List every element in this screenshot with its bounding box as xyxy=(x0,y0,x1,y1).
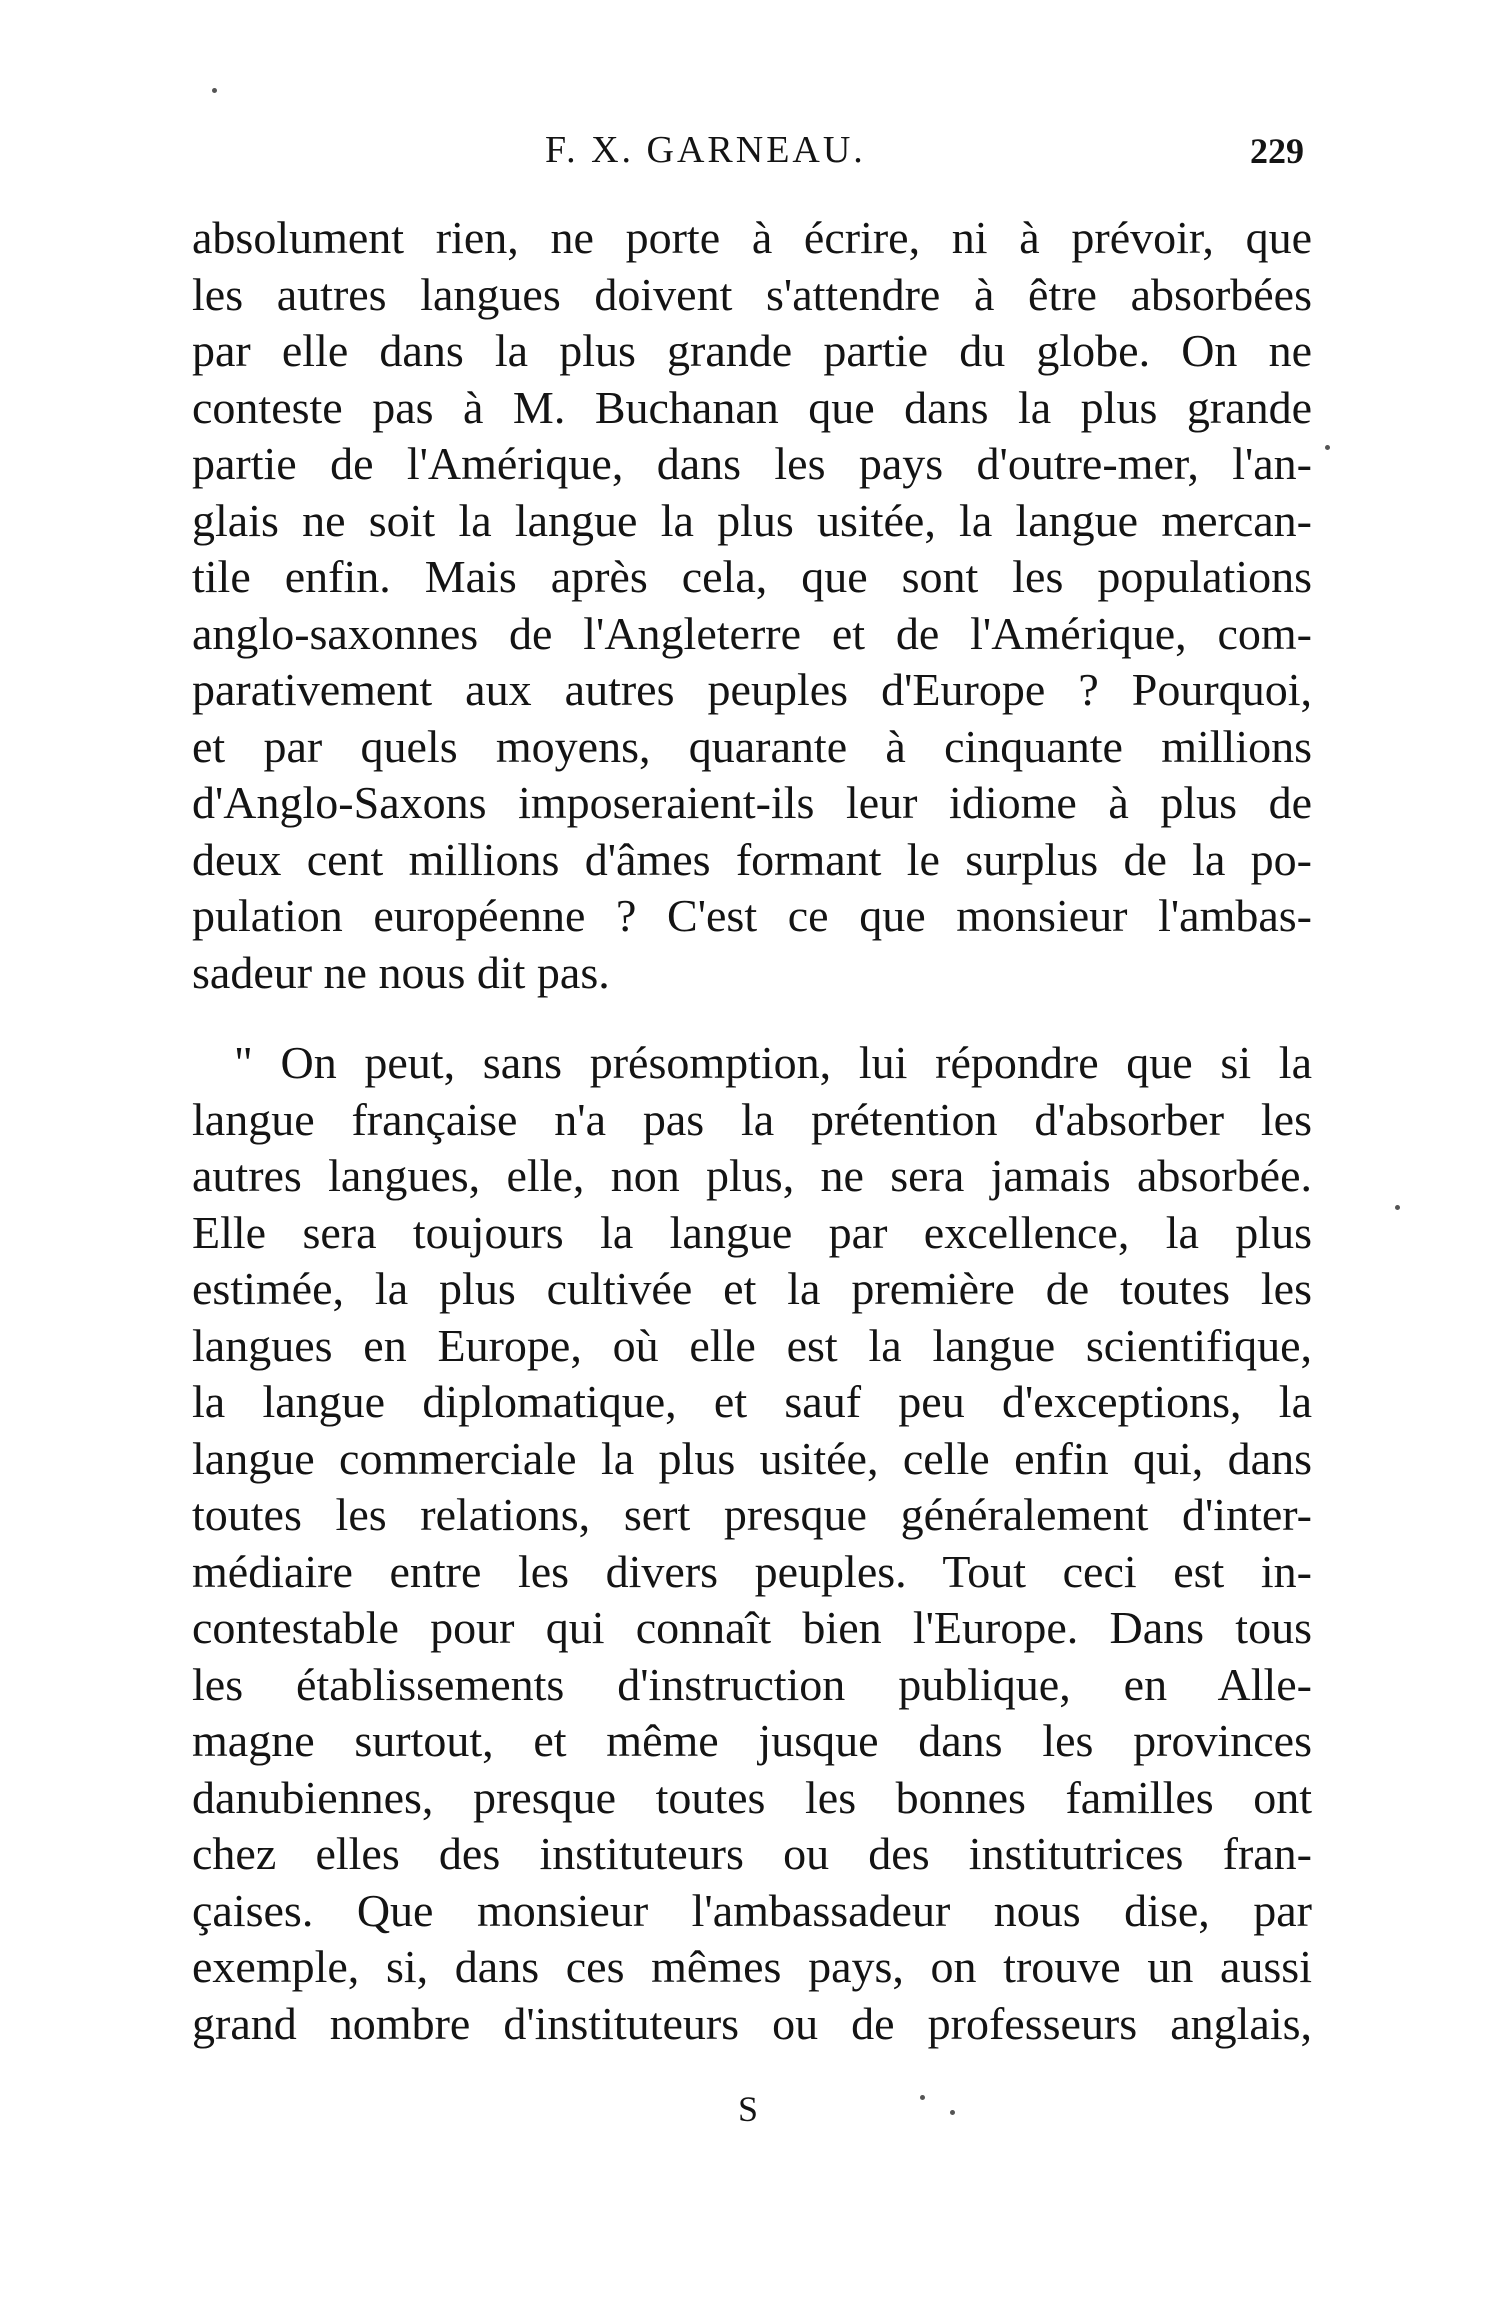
text-line: d'Anglo-Saxons imposeraient-ils leur idiome à plus de xyxy=(192,777,1312,828)
print-speck xyxy=(920,2095,925,2100)
text-line: les autres langues doivent s'attendre à être absorbées xyxy=(192,268,1312,320)
text-line: conteste pas à M. Buchanan que dans la plus grande xyxy=(192,381,1312,433)
text-line: les établissements d'instruction publique, en Alle- xyxy=(192,1658,1312,1710)
text-line: magne surtout, et même jusque dans les provinces xyxy=(192,1715,1312,1766)
text-line: exemple, si, dans ces mêmes pays, on trouve un aussi xyxy=(192,1941,1312,1992)
text-line: absolument rien, ne porte à écrire, ni à prévoir, que xyxy=(192,212,1312,263)
text-line: par elle dans la plus grande partie du globe. On ne xyxy=(192,325,1312,376)
text-line: langues en Europe, où elle est la langue scientifique, xyxy=(192,1319,1312,1371)
text-line: langue commerciale la plus usitée, celle enfin qui, dans xyxy=(192,1432,1312,1484)
text-line: chez elles des instituteurs ou des institutrices fran- xyxy=(192,1828,1312,1879)
text-line: pulation européenne ? C'est ce que monsieur l'ambas- xyxy=(192,890,1312,941)
print-speck xyxy=(1325,445,1330,450)
paragraph-2 xyxy=(192,1035,1312,2052)
text-line: langue française n'a pas la prétention d'absorber les xyxy=(192,1093,1312,1145)
running-title: F. X. GARNEAU. xyxy=(545,129,866,171)
print-speck xyxy=(950,2110,955,2115)
print-speck xyxy=(212,88,217,93)
page-number: 229 xyxy=(1250,131,1304,171)
text-line: et par quels moyens, quarante à cinquante millions xyxy=(192,720,1312,772)
text-line: glais ne soit la langue la plus usitée, la langue mercan- xyxy=(192,494,1312,546)
text-line: partie de l'Amérique, dans les pays d'outre-mer, l'an- xyxy=(192,438,1312,489)
signature-mark: S xyxy=(738,2089,759,2129)
running-head xyxy=(0,128,1510,188)
text-line: sadeur ne nous dit pas. xyxy=(192,946,610,998)
text-line: danubiennes, presque toutes les bonnes familles ont xyxy=(192,1771,1312,1823)
text-line: estimée, la plus cultivée et la première de toutes les xyxy=(192,1263,1312,1314)
text-line: Elle sera toujours la langue par excellence, la plus xyxy=(192,1206,1312,1258)
text-line: grand nombre d'instituteurs ou de professeurs anglais, xyxy=(192,1997,1312,2049)
text-line: deux cent millions d'âmes formant le surplus de la po- xyxy=(192,833,1312,885)
print-speck xyxy=(1395,1205,1400,1210)
text-line: toutes les relations, sert presque généralement d'inter- xyxy=(192,1489,1312,1540)
text-line: médiaire entre les divers peuples. Tout ceci est in- xyxy=(192,1545,1312,1597)
text-line: la langue diplomatique, et sauf peu d'exceptions, la xyxy=(192,1376,1312,1427)
text-line: çaises. Que monsieur l'ambassadeur nous dise, par xyxy=(192,1884,1312,1936)
text-line: autres langues, elle, non plus, ne sera jamais absorbée. xyxy=(192,1150,1312,1201)
text-line: anglo-saxonnes de l'Angleterre et de l'Amérique, com- xyxy=(192,607,1312,659)
text-line: " On peut, sans présomption, lui répondre que si la xyxy=(234,1037,1312,1088)
text-line: contestable pour qui connaît bien l'Europe. Dans tous xyxy=(192,1602,1312,1653)
paragraph-1 xyxy=(192,210,1312,1001)
text-line: parativement aux autres peuples d'Europe ? Pourquoi, xyxy=(192,664,1312,715)
text-line: tile enfin. Mais après cela, que sont les populations xyxy=(192,551,1312,602)
